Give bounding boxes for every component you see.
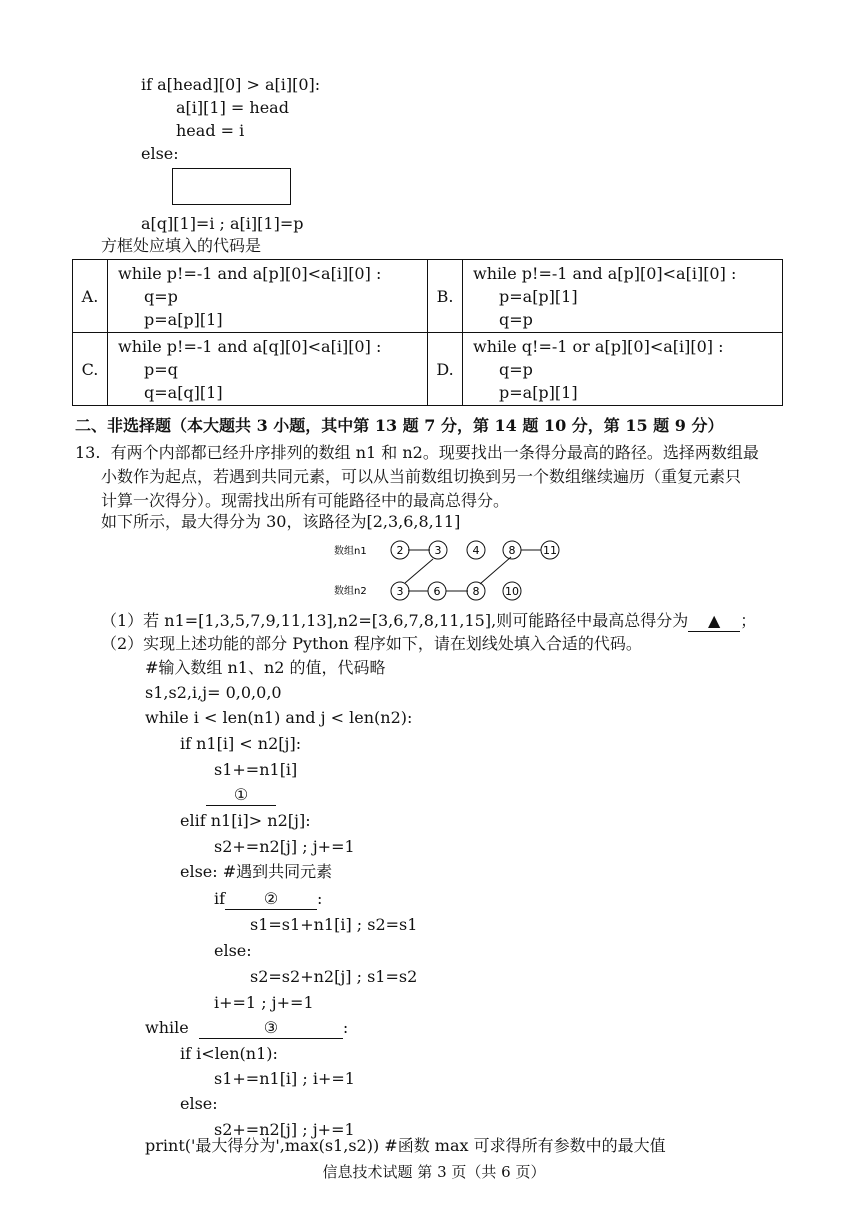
option-line: q=p bbox=[499, 310, 533, 329]
sub-question-end: ； bbox=[740, 611, 757, 630]
blank-marker: ① bbox=[206, 785, 276, 806]
option-line: p=q bbox=[144, 360, 178, 379]
node-value: 3 bbox=[434, 544, 442, 557]
code-line: a[i][1] = head bbox=[176, 98, 289, 117]
code-line: elif n1[i]> n2[j]: bbox=[180, 811, 311, 830]
question-text: 计算一次得分）。现需找出所有可能路径中的最高总得分。 bbox=[101, 491, 510, 510]
blank-3-line bbox=[145, 1018, 348, 1039]
option-c bbox=[108, 333, 428, 406]
option-b bbox=[463, 260, 783, 333]
code-line: a[q][1]=i ; a[i][1]=p bbox=[141, 214, 304, 233]
option-label: B. bbox=[428, 260, 463, 333]
code-line: else: #遇到共同元素 bbox=[180, 862, 333, 881]
sub-question-text: （1）若 n1=[1,3,5,7,9,11,13],n2=[3,6,7,8,11,15],则可能路径中最高总得分为 bbox=[101, 611, 689, 630]
code-line: if i<len(n1): bbox=[180, 1044, 278, 1063]
code-line: s1=s1+n1[i] ; s2=s1 bbox=[250, 915, 418, 934]
diagram-label-n2: 数组n2 bbox=[334, 586, 367, 597]
code-keyword: while bbox=[145, 1018, 189, 1037]
code-line: head = i bbox=[176, 121, 245, 140]
option-label: C. bbox=[73, 333, 108, 406]
section-title: 二、非选择题（本大题共 3 小题，其中第 13 题 7 分，第 14 题 10 分，第 15 题 9 分） bbox=[75, 416, 724, 435]
option-line: p=a[p][1] bbox=[499, 383, 578, 402]
option-a bbox=[108, 260, 428, 333]
code-punct: : bbox=[342, 1018, 349, 1037]
code-line: if n1[i] < n2[j]: bbox=[180, 734, 302, 753]
node-value: 6 bbox=[433, 585, 441, 598]
option-label: D. bbox=[428, 333, 463, 406]
code-line: s2+=n2[j] ; j+=1 bbox=[214, 837, 355, 856]
code-line: else: bbox=[214, 941, 252, 960]
code-line: s1+=n1[i] ; i+=1 bbox=[214, 1069, 355, 1088]
code-line: while i < len(n1) and j < len(n2): bbox=[145, 708, 413, 727]
option-d bbox=[463, 333, 783, 406]
question-text: 小数作为起点，若遇到共同元素，可以从当前数组切换到另一个数组继续遍历（重复元素只 bbox=[101, 467, 742, 486]
question-text: 13. 有两个内部都已经升序排列的数组 n1 和 n2。现要找出一条得分最高的路径。选择两数组最 bbox=[75, 443, 759, 462]
option-line: while q!=-1 or a[p][0]<a[i][0] : bbox=[473, 337, 724, 356]
blank-1 bbox=[206, 785, 276, 806]
page-footer: 信息技术试题 第 3 页（共 6 页） bbox=[322, 1163, 546, 1181]
answer-box bbox=[172, 168, 291, 205]
blank-marker: ③ bbox=[199, 1018, 343, 1039]
node-value: 10 bbox=[505, 585, 519, 598]
code-line: i+=1 ; j+=1 bbox=[214, 993, 314, 1012]
option-line: q=p bbox=[144, 287, 178, 306]
option-line: q=p bbox=[499, 360, 533, 379]
option-line: while p!=-1 and a[p][0]<a[i][0] : bbox=[118, 264, 382, 283]
code-line: #输入数组 n1、n2 的值，代码略 bbox=[145, 658, 386, 677]
diagram-label-n1: 数组n1 bbox=[334, 546, 367, 557]
code-keyword: if bbox=[214, 889, 226, 908]
options-table bbox=[72, 259, 783, 406]
code-line: s1+=n1[i] bbox=[214, 760, 298, 779]
path-edge bbox=[405, 559, 433, 583]
code-line: s2=s2+n2[j] ; s1=s2 bbox=[250, 967, 418, 986]
code-line: s1,s2,i,j= 0,0,0,0 bbox=[145, 683, 282, 702]
code-line: else: bbox=[180, 1094, 218, 1113]
node-value: 3 bbox=[396, 585, 404, 598]
question-prompt: 方框处应填入的代码是 bbox=[101, 236, 262, 255]
node-value: 2 bbox=[396, 544, 404, 557]
path-diagram bbox=[330, 535, 570, 605]
blank-marker: ② bbox=[225, 889, 317, 910]
option-line: while p!=-1 and a[q][0]<a[i][0] : bbox=[118, 337, 382, 356]
option-line: p=a[p][1] bbox=[144, 310, 223, 329]
code-line: if a[head][0] > a[i][0]: bbox=[141, 75, 321, 94]
code-line: s2+=n2[j] ; j+=1 bbox=[214, 1120, 355, 1139]
question-text: 如下所示，最大得分为 30，该路径为[2,3,6,8,11] bbox=[101, 512, 461, 531]
option-line: q=a[q][1] bbox=[144, 383, 223, 402]
answer-blank: ▲ bbox=[688, 611, 740, 632]
code-line: else: bbox=[141, 144, 179, 163]
option-line: while p!=-1 and a[p][0]<a[i][0] : bbox=[473, 264, 737, 283]
blank-2-line bbox=[214, 889, 322, 910]
node-value: 8 bbox=[508, 544, 516, 557]
node-value: 8 bbox=[472, 585, 480, 598]
option-label: A. bbox=[73, 260, 108, 333]
option-line: p=a[p][1] bbox=[499, 287, 578, 306]
code-punct: : bbox=[317, 889, 323, 908]
sub-question-1 bbox=[101, 611, 756, 632]
node-value: 4 bbox=[472, 544, 480, 557]
node-value: 11 bbox=[543, 544, 557, 557]
code-line: print('最大得分为',max(s1,s2)) #函数 max 可求得所有参数中的最大值 bbox=[145, 1136, 666, 1155]
path-edge bbox=[480, 557, 511, 584]
sub-question-2: （2）实现上述功能的部分 Python 程序如下，请在划线处填入合适的代码。 bbox=[101, 634, 642, 653]
